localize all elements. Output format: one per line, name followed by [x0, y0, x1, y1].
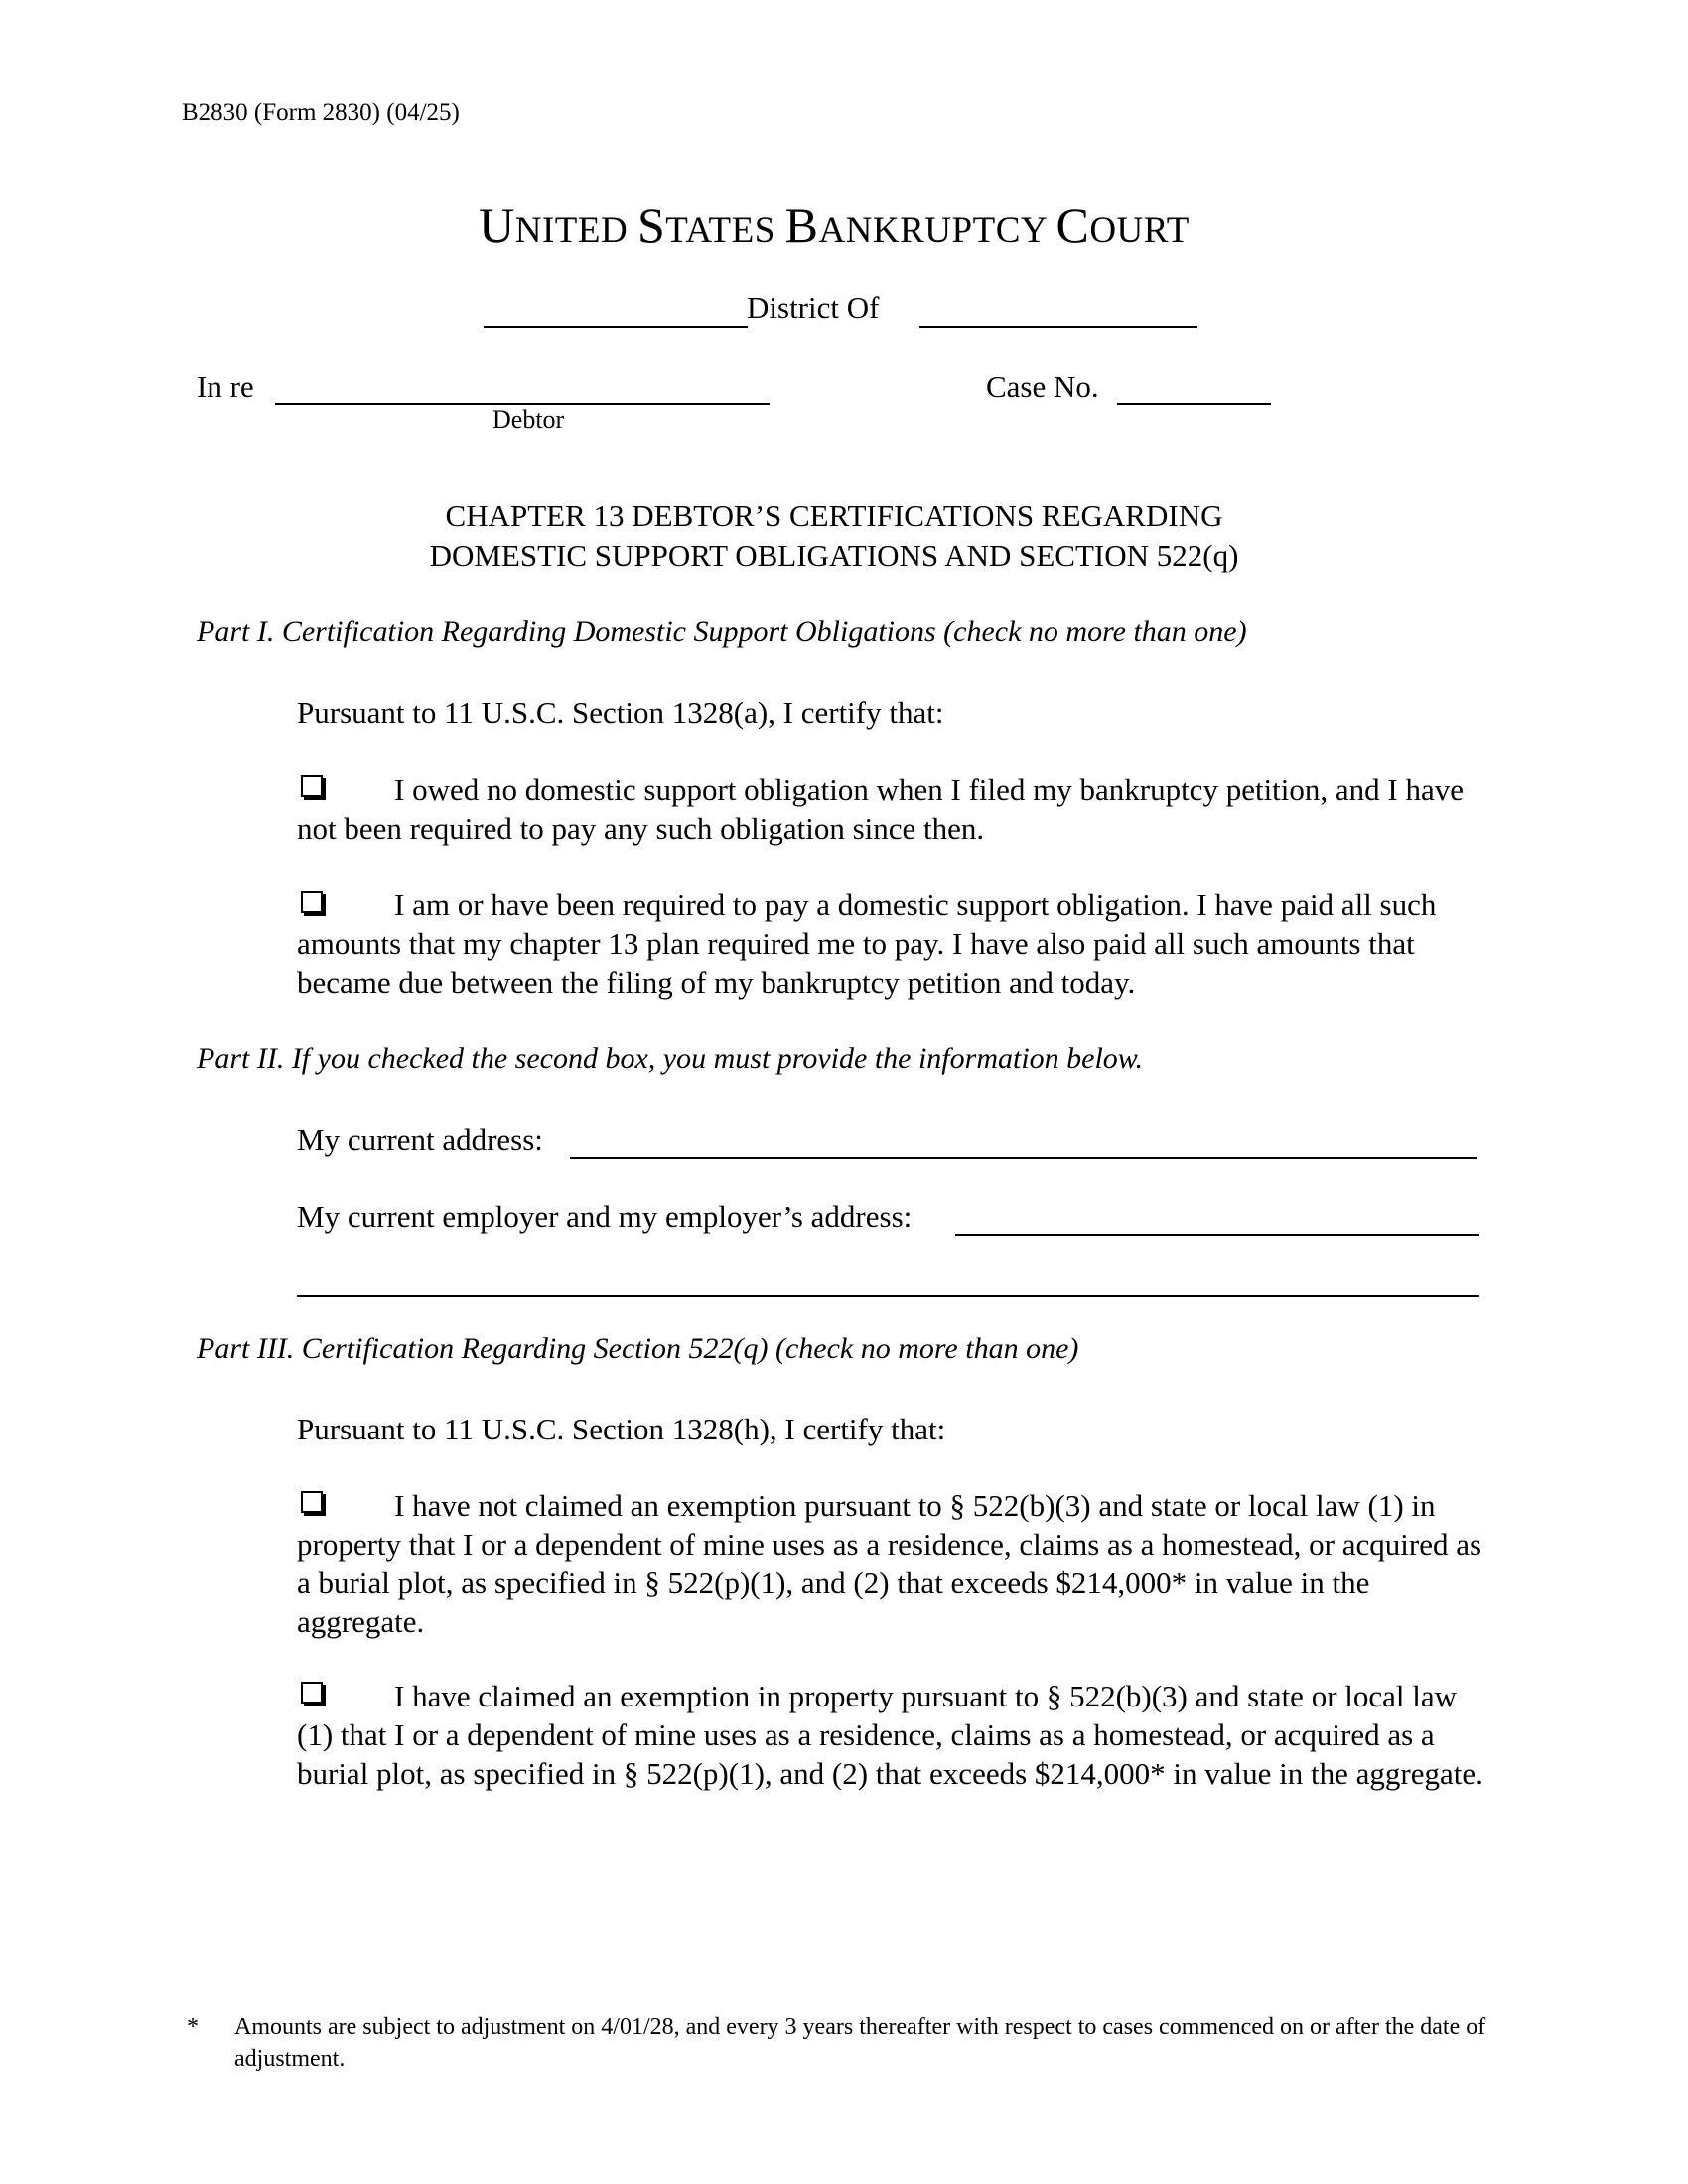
footnote-marker: * — [187, 2014, 199, 2040]
address-label: My current address: — [297, 1122, 543, 1157]
part3-option2-text: I have claimed an exemption in property pursuant to § 522(b)(3) and state or local law (1) that I or a dependent of mine uses as a residence, claims as a homestead, or acquired as a burial plot, as specified in § 522(p)(1), and (2) that exceeds $214,000* in value in the aggregate. — [297, 1679, 1483, 1791]
current-address-field[interactable] — [570, 1125, 1477, 1159]
document-title: CHAPTER 13 DEBTOR’S CERTIFICATIONS REGARDING DOMESTIC SUPPORT OBLIGATIONS AND SECTION 522(q) — [429, 498, 1239, 573]
part3-heading: Part III. Certification Regarding Section 522(q) (check no more than one) — [197, 1332, 1079, 1365]
form-id: B2830 (Form 2830) (04/25) — [182, 99, 460, 126]
part1-option2-text: I am or have been required to pay a domestic support obligation. I have paid all such amounts that my chapter 13 plan required me to pay. I have also paid all such amounts that became due between the filing of my bankruptcy petition and today. — [297, 887, 1437, 1000]
debtor-label: Debtor — [492, 405, 565, 434]
debtor-name-field[interactable] — [275, 371, 770, 405]
district-label: District Of — [747, 290, 880, 325]
case-no-label: Case No. — [986, 369, 1099, 404]
case-no-field[interactable] — [1117, 371, 1271, 405]
part1-option1-text: I owed no domestic support obligation when I filed my bankruptcy petition, and I have not been required to pay any such obligation since then. — [297, 772, 1465, 846]
in-re-label: In re — [197, 369, 254, 404]
part3-option1-text: I have not claimed an exemption pursuant to § 522(b)(3) and state or local law (1) in property that I or a dependent of mine uses as a residence, claims as a homestead, or acquired as a burial plot, as specified in § 522(p)(1), and (2) that exceeds $214,000* in value in the aggregate. — [297, 1488, 1482, 1639]
part1-heading: Part I. Certification Regarding Domestic Support Obligations (check no more than one) — [197, 615, 1247, 648]
footnote-text: Amounts are subject to adjustment on 4/01/28, and every 3 years thereafter with respect to cases commenced on or after the date of adjustment. — [234, 2014, 1486, 2072]
employer-address-field[interactable] — [955, 1202, 1479, 1236]
district-right-field[interactable] — [919, 294, 1197, 328]
part2-heading: Part II. If you checked the second box, you must provide the information below. — [197, 1042, 1144, 1075]
employer-label: My current employer and my employer’s address: — [297, 1199, 913, 1234]
court-title: UNITED STATES BANKRUPTCY COURT — [479, 198, 1190, 253]
part3-intro: Pursuant to 11 U.S.C. Section 1328(h), I certify that: — [297, 1412, 946, 1446]
part1-intro: Pursuant to 11 U.S.C. Section 1328(a), I certify that: — [297, 695, 944, 730]
district-left-field[interactable] — [484, 294, 748, 328]
employer-address-field-2[interactable] — [297, 1263, 1479, 1297]
